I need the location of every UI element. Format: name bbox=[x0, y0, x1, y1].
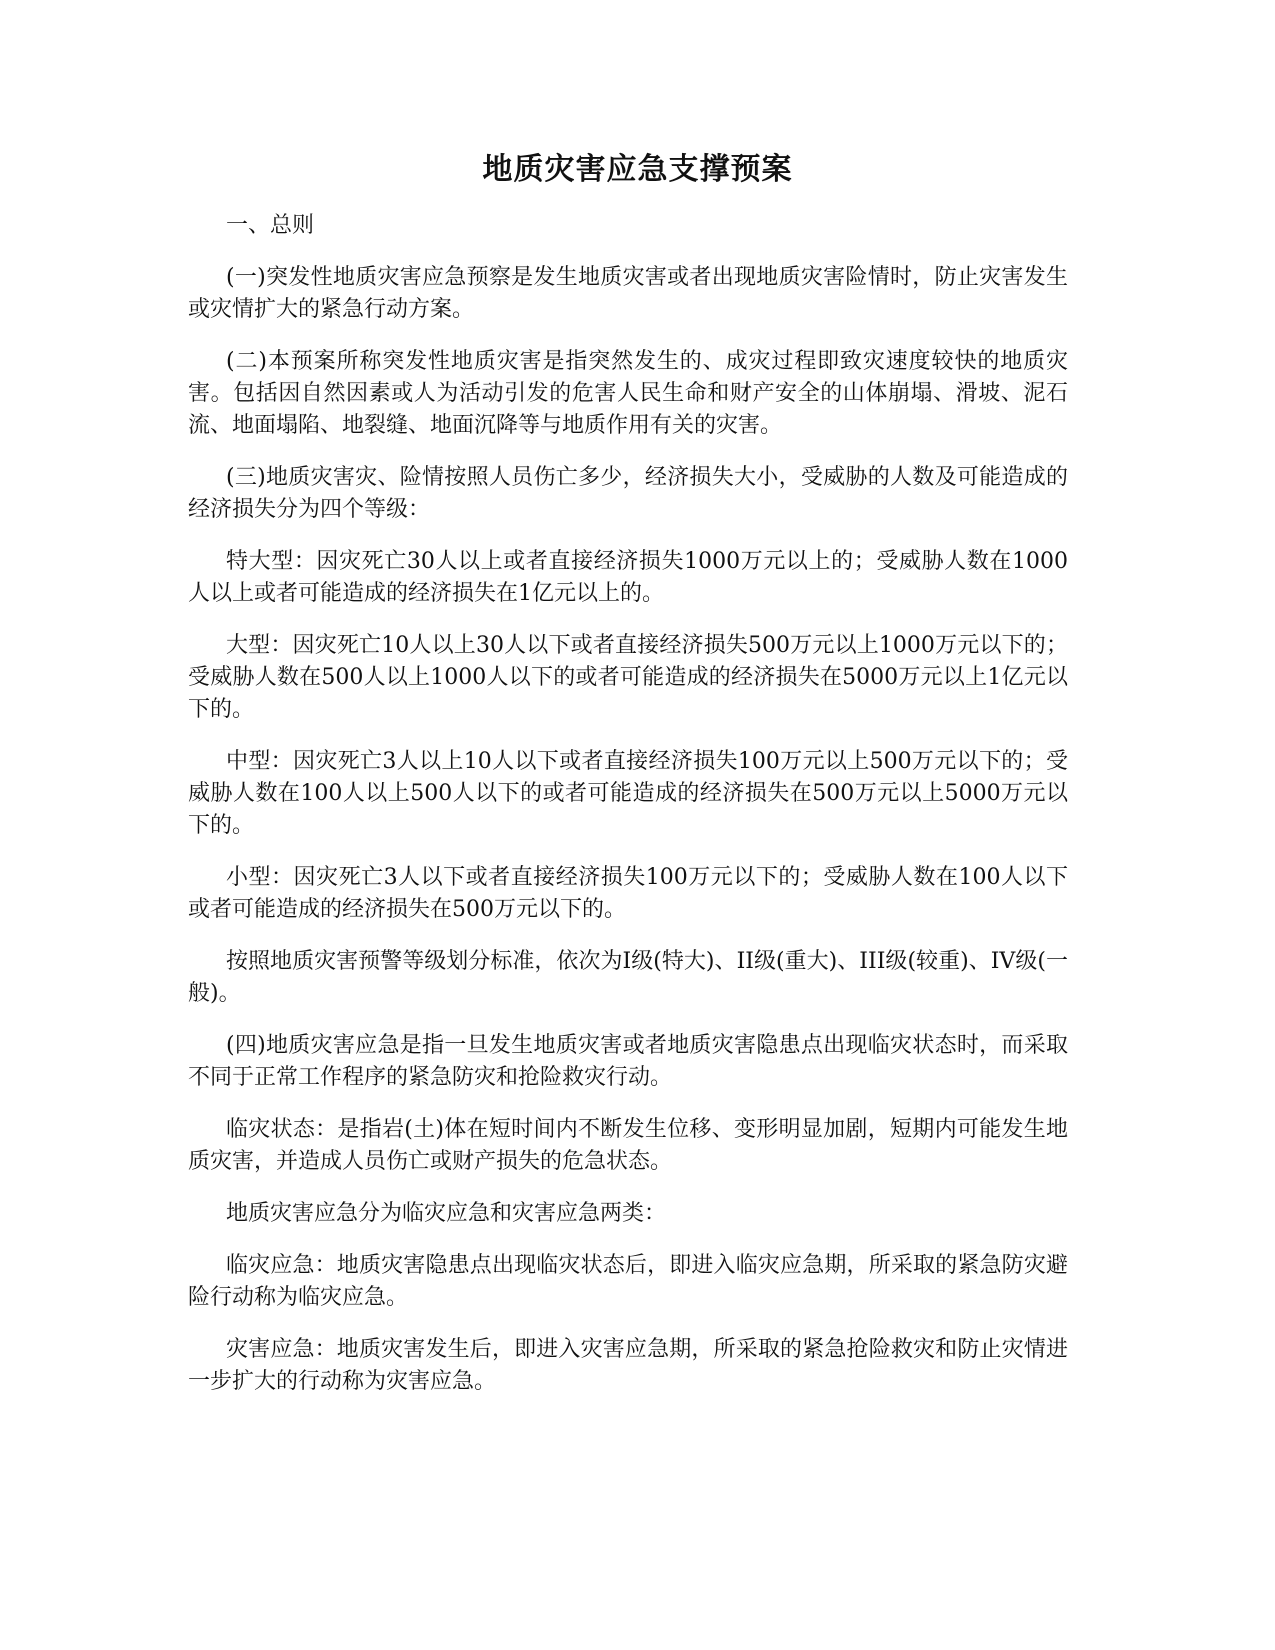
paragraph-emergency-types: 地质灾害应急分为临灾应急和灾害应急两类： bbox=[226, 1201, 667, 1226]
paragraph-definition-plan: (一)突发性地质灾害应急预察是发生地质灾害或者出现地质灾害险情时，防止灾害发生或灾情扩大的紧急行动方案。 bbox=[188, 265, 1068, 322]
paragraph-grade-large: 大型：因灾死亡10人以上30人以下或者直接经济损失500万元以上1000万元以下的；受威胁人数在500人以上1000人以下的或者可能造成的经济损失在5000万元以上1亿元以下的。 bbox=[188, 633, 1068, 722]
paragraph-grade-medium: 中型：因灾死亡3人以上10人以下或者直接经济损失100万元以上500万元以下的；受威胁人数在100人以上500人以下的或者可能造成的经济损失在500万元以上5000万元以下的。 bbox=[188, 749, 1068, 838]
paragraph-imminent-emergency: 临灾应急：地质灾害隐患点出现临灾状态后，即进入临灾应急期，所采取的紧急防灾避险行动称为临灾应急。 bbox=[188, 1253, 1068, 1310]
paragraph-grading: (三)地质灾害灾、险情按照人员伤亡多少，经济损失大小，受威胁的人数及可能造成的经济损失分为四个等级： bbox=[188, 465, 1068, 522]
paragraph-definition-disaster: (二)本预案所称突发性地质灾害是指突然发生的、成灾过程即致灾速度较快的地质灾害。包括因自然因素或人为活动引发的危害人民生命和财产安全的山体崩塌、滑坡、泥石流、地面塌陷、地裂缝、地面沉降等与地质作用有关的灾害。 bbox=[188, 349, 1068, 438]
document-title: 地质灾害应急支撑预案 bbox=[482, 152, 793, 187]
paragraph-grade-extra-large: 特大型：因灾死亡30人以上或者直接经济损失1000万元以上的；受威胁人数在1000人以上或者可能造成的经济损失在1亿元以上的。 bbox=[188, 549, 1068, 606]
document-body bbox=[188, 210, 1068, 1418]
paragraph-imminent-state: 临灾状态：是指岩(土)体在短时间内不断发生位移、变形明显加剧，短期内可能发生地质灾害，并造成人员伤亡或财产损失的危急状态。 bbox=[188, 1117, 1068, 1174]
section-heading-general: 一、总则 bbox=[226, 213, 315, 238]
paragraph-grade-small: 小型：因灾死亡3人以下或者直接经济损失100万元以下的；受威胁人数在100人以下或者可能造成的经济损失在500万元以下的。 bbox=[188, 865, 1068, 922]
paragraph-emergency-definition: (四)地质灾害应急是指一旦发生地质灾害或者地质灾害隐患点出现临灾状态时，而采取不同于正常工作程序的紧急防灾和抢险救灾行动。 bbox=[188, 1033, 1068, 1090]
paragraph-disaster-emergency: 灾害应急：地质灾害发生后，即进入灾害应急期，所采取的紧急抢险救灾和防止灾情进一步扩大的行动称为灾害应急。 bbox=[188, 1337, 1068, 1394]
paragraph-warning-levels: 按照地质灾害预警等级划分标准，依次为I级(特大)、II级(重大)、III级(较重)、IV级(一般)。 bbox=[188, 949, 1068, 1006]
